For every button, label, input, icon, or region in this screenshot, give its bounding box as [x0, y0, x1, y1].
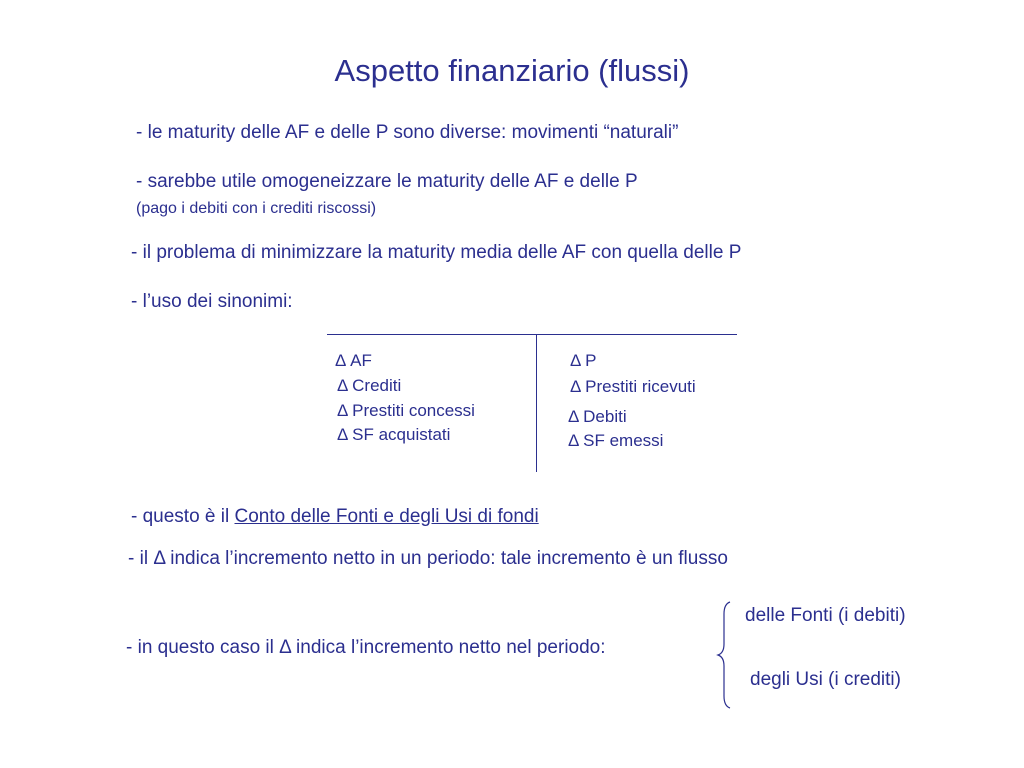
table-left-crediti: Δ Crediti: [337, 376, 402, 395]
t-table-vertical-line: [536, 335, 537, 472]
table-right-sf-emessi: Δ SF emessi: [568, 431, 664, 450]
bullet-maturity-diverse: - le maturity delle AF e delle P sono diverse: movimenti “naturali”: [136, 122, 679, 143]
table-right-prestiti-ricevuti: Δ Prestiti ricevuti: [570, 377, 696, 396]
brace-option-fonti: delle Fonti (i debiti): [745, 605, 906, 626]
bullet-minimizzare: - il problema di minimizzare la maturity media delle AF con quella delle P: [131, 242, 742, 263]
table-right-p: Δ P: [570, 351, 597, 370]
brace-option-usi: degli Usi (i crediti): [750, 669, 901, 690]
table-left-af: Δ AF: [335, 351, 372, 370]
bullet-sinonimi: - l’uso dei sinonimi:: [131, 291, 293, 312]
slide-title-text: Aspetto finanziario (flussi): [334, 53, 690, 88]
conto-fonti-usi-link[interactable]: Conto delle Fonti e degli Usi di fondi: [234, 506, 539, 527]
curly-brace-icon: [716, 600, 736, 710]
bullet-omogeneizzare-note: (pago i debiti con i crediti riscossi): [136, 200, 377, 217]
bullet-conto-prefix: - questo è il: [131, 506, 235, 527]
bullet-conto-fonti-usi: [131, 505, 539, 529]
bullet-delta-periodo: - in questo caso il Δ indica l’incremento netto nel periodo:: [126, 637, 606, 658]
table-left-prestiti-concessi: Δ Prestiti concessi: [337, 401, 475, 420]
t-table-horizontal-line: [327, 334, 737, 335]
bullet-omogeneizzare: - sarebbe utile omogeneizzare le maturity delle AF e delle P: [136, 171, 638, 192]
table-right-debiti: Δ Debiti: [568, 407, 627, 426]
slide-title: [0, 52, 1024, 90]
table-left-sf-acquistati: Δ SF acquistati: [337, 425, 451, 444]
bullet-delta-flusso: - il Δ indica l’incremento netto in un periodo: tale incremento è un flusso: [128, 548, 728, 569]
